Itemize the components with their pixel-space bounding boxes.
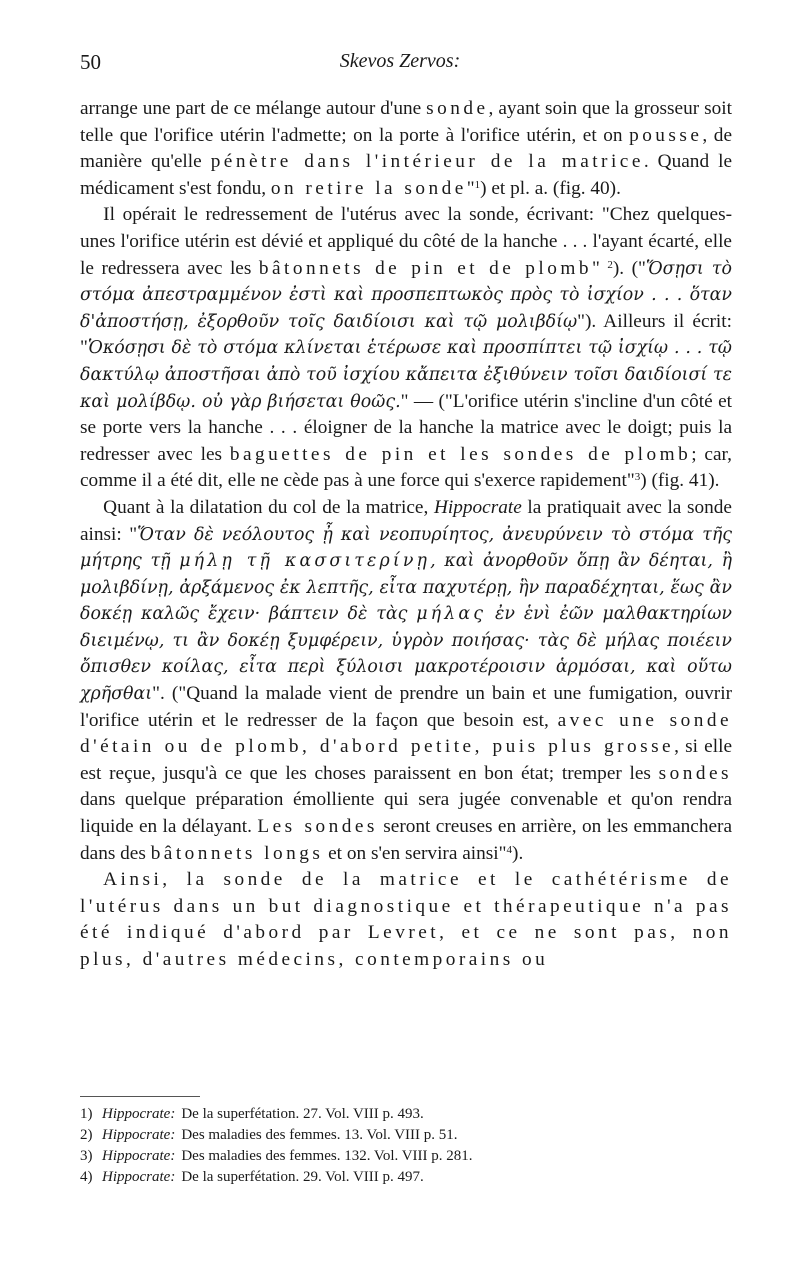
spaced-emphasis: pénètre dans l'intérieur de la matrice <box>210 151 644 173</box>
spaced-emphasis: Ainsi, la sonde de la matrice et le cathétérisme de l'utérus dans un but diagnostique et thérapeutique n'a pas été indiqué d'abord par Levret, et ce ne sont pas, non plus, d'autres médecins, contemporains ou <box>80 869 732 970</box>
footnote-text: Des maladies des femmes. 13. Vol. VIII p. 51. <box>181 1127 458 1143</box>
paragraph-3: Quant à la dilatation du col de la matrice, Hippocrate la pratiquait avec la sonde ainsi: "Ὅταν δὲ νεόλουτος ᾖ καὶ νεοπυρίητος, ἀνευρύνειν τὸ στόμα τῆς μήτρης τῇ μήλῃ τῇ κασσιτερίνῃ, καὶ ἀνορθοῦν ὅπῃ ἂν δέηται, ἢ μολιβδίνῃ, ἀρξάμενος ἐκ λεπτῆς, εἶτα παχυτέρῃ, ἣν παραδέχηται, ἕως ἂν δοκέῃ καλῶς ἔχειν· βάπτειν δὲ τὰς μήλας ἐν ἑνὶ ἐῶν μαλθακτηρίων διειμένῳ, τι ἂν δοκέῃ ξυμφέρειν, ὑγρὸν ποιήσας· τὰς δὲ μήλας ποιέειν ὄπισθεν κοίλας, εἶτα περὶ ξύλοισι μακροτέροισιν ἁρμόσαι, καὶ οὕτω χρῆσθαι". ("Quand la malade vient de prendre un bain et une fumigation, ouvrir l'orifice utérin et le redresser de la façon que besoin est, avec une sonde d'étain ou de plomb, d'abord petite, puis plus grosse, si elle est reçue, jusqu'à ce que les choses paraissent en bon état; tremper les sondes dans quelque préparation émolliente qui sera jugée convenable et qu'on rendra liquide en la délayant. Les sondes seront creuses en arrière, on les emmanchera dans des bâtonnets longs et on s'en servira ainsi"$^4$). <box>80 496 733 864</box>
footnote-3 <box>80 1146 732 1167</box>
greek-quote: Ὅταν δὲ νεόλουτος ᾖ καὶ νεοπυρίητος, ἀνευρύνειν τὸ στόμα τῆς μήτρης τῇ <box>80 524 732 572</box>
running-head: Skevos Zervos: <box>339 50 461 72</box>
greek-quote: Ὅσῃσι τὸ στόμα ἀπεστραμμένον ἐστὶ καὶ προσπεπτωκὸς πρὸς τὸ ἰσχίον . . . ὅταν δ'ἀποστήσῃ, ἐξορθοῦν τοῖς δαιδίοισι καὶ τῷ μολιβδίῳ <box>80 258 732 332</box>
footnote-number: 4) <box>80 1169 93 1185</box>
greek-spaced: μήλῃ τῇ κασσιτερίνῃ <box>179 551 431 572</box>
spaced-emphasis: Les sondes <box>257 816 378 838</box>
greek-quote: Ὁκόσῃσι δὲ τὸ στόμα κλίνεται ἑτέρωσε καὶ προσπίπτει τῷ ἰσχίῳ . . . τῷ δακτύλῳ ἀποστῆσαι ἀπὸ τοῦ ἰσχίου κἄπειτα ἐξιθύνειν τοῖσι δαιδίοισί τε καὶ μολίβδῳ. οὐ γὰρ βιήσεται θοῶς. <box>80 338 732 412</box>
spaced-emphasis: on retire la sonde <box>270 177 467 199</box>
footnote-ref-4[interactable]: 4 <box>506 843 513 856</box>
footnote-text: De la superfétation. 27. Vol. VIII p. 493. <box>181 1106 424 1122</box>
paragraph-4 <box>80 867 732 973</box>
footnote-2 <box>80 1125 732 1146</box>
author-name: Hippocrate <box>433 496 522 518</box>
spaced-emphasis: bâtonnets de pin et de plomb <box>258 257 592 279</box>
spaced-emphasis: sondes <box>658 762 732 784</box>
footnote-source: Hippocrate: <box>102 1106 176 1122</box>
page-number: 50 <box>80 50 101 74</box>
paragraph-1: arrange une part de ce mélange autour d'une sonde, ayant soin que la grosseur soit telle que l'orifice utérin l'admette; on la porte à l'orifice utérin, et on pousse, de manière qu'elle pénètre dans l'intérieur de la matrice. Quand le médicament s'est fondu, on retire la sonde"$^1$) et pl. a. (fig. 40). <box>80 98 733 199</box>
spaced-emphasis: baguettes de pin et les sondes de plomb <box>229 443 692 465</box>
greek-quote: ἐν ἑνὶ ἐῶν μαλθακτηρίων διειμένῳ, τι ἂν δοκέῃ ξυμφέρειν, ὑγρὸν ποιήσας· τὰς δὲ μήλας ποιέειν ὄπισθεν κοίλας, εἶτα περὶ ξύλοισι μακροτέροισιν ἁρμόσαι, καὶ οὕτω χρῆσθαι <box>80 604 732 705</box>
paragraph-2: Il opérait le redressement de l'utérus avec la sonde, écrivant: "Chez quelques-unes l'orifice utérin est dévié et appliqué du côté de la hanche . . . l'ayant écarté, elle le redressera avec les bâtonnets de pin et de plomb" $^2$). ("Ὅσῃσι τὸ στόμα ἀπεστραμμένον ἐστὶ καὶ προσπεπτωκὸς πρὸς τὸ ἰσχίον . . . ὅταν δ'ἀποστήσῃ, ἐξορθοῦν τοῖς δαιδίοισι καὶ τῷ μολιβδίῳ"). Ailleurs il écrit: "Ὁκόσῃσι δὲ τὸ στόμα κλίνεται ἑτέρωσε καὶ προσπίπτει τῷ ἰσχίῳ . . . τῷ δακτύλῳ ἀποστῆσαι ἀπὸ τοῦ ἰσχίου κἄπειτα ἐξιθύνειν τοῖσι δαιδίοισί τε καὶ μολίβδῳ. οὐ γὰρ βιήσεται θοῶς." — ("L'orifice utérin s'incline d'un côté et se porte vers la hanche . . . éloigner de la hanche la matrice avec le doigt; puis la redresser avec les baguettes de pin et les sondes de plomb; car, comme il a été dit, elle ne cède pas à une force qui s'exerce rapidement"$^3$) (fig. 41). <box>80 204 732 492</box>
spaced-emphasis: avec une sonde <box>557 709 733 731</box>
footnote-number: 2) <box>80 1127 93 1143</box>
footnote-number: 3) <box>80 1148 93 1164</box>
greek-quote: , καὶ ἀνορθοῦν ὅπῃ ἂν δέηται, ἢ μολιβδίνῃ, ἀρξάμενος ἐκ λεπτῆς, εἶτα παχυτέρῃ, ἣν παραδέχηται, ἕως ἂν δοκέῃ καλῶς ἔχειν· βάπτειν δὲ τὰς <box>80 551 732 625</box>
footnote-source: Hippocrate: <box>102 1127 176 1143</box>
footnote-source: Hippocrate: <box>102 1148 176 1164</box>
footnotes <box>80 1104 732 1188</box>
footnote-number: 1) <box>80 1106 93 1122</box>
footnote-divider <box>80 1096 200 1097</box>
page-header <box>0 50 800 90</box>
spaced-emphasis: pousse <box>629 124 703 146</box>
body-text <box>80 96 732 974</box>
footnote-4 <box>80 1167 732 1188</box>
greek-spaced: μήλας <box>416 604 487 625</box>
footnote-ref-2[interactable]: 2 <box>607 258 613 271</box>
footnote-1 <box>80 1104 732 1125</box>
spaced-emphasis: sonde <box>426 98 489 119</box>
footnote-ref-1[interactable]: 1 <box>474 178 481 191</box>
footnote-text: De la superfétation. 29. Vol. VIII p. 497. <box>181 1169 424 1185</box>
footnote-source: Hippocrate: <box>102 1169 176 1185</box>
footnote-text: Des maladies des femmes. 132. Vol. VIII p. 281. <box>181 1148 473 1164</box>
footnote-ref-3[interactable]: 3 <box>634 471 641 484</box>
spaced-emphasis: bâtonnets longs <box>150 842 324 864</box>
spaced-emphasis: d'étain ou de plomb, d'abord petite, puis plus grosse <box>80 736 675 758</box>
